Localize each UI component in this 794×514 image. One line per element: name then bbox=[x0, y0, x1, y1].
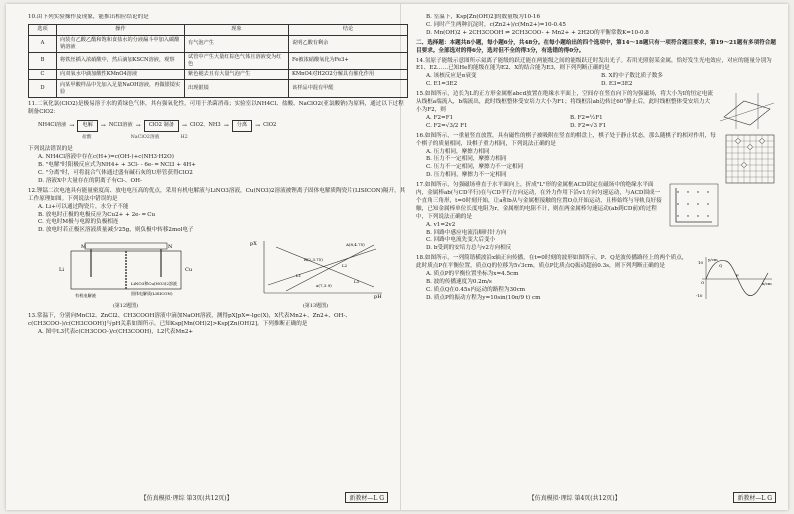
svg-text:N: N bbox=[167, 244, 172, 251]
process-flow: NH4Cl溶液 → 电解 → NCl3溶液 → ClO2 制备 → ClO2、NH3 → 分离 → ClO2 bbox=[38, 120, 408, 132]
svg-text:L3: L3 bbox=[353, 279, 359, 285]
question-14: 14.氢原子能级示意图所示氦离子能级的跃迁能在两能级之间的能级跃迁时发出光子。若用光照射某金属，恰好发生光电效应，对应的能量分别为E1、E2……已知He的能级在能为E2、X的结合能为E3，则下列判断正确的是 A. 该核反应是α衰变 B. X的中子数比质子数多 C. E1=3E2 D. E3=3E2 bbox=[416, 57, 772, 88]
svg-text:Cu: Cu bbox=[184, 267, 192, 274]
svg-text:P: P bbox=[736, 273, 739, 279]
battery-figure: M N Li Cu 有机电解液 LiNO3和Cu(NO3)2溶液 固体电解质(LISICON) (第12题图) bbox=[51, 237, 201, 311]
question-13: 13.常温下，分别向MnCl2、ZnCl2、CH3COOH溶液中滴加NaOH溶液，测得pX[pX=-lgc(X)，X代表Mn2+、Zn2+、OH-、c(CH3COO-)/c(CH3COOH)]与pH关系如图所示。已知Ksp[Mn(OH)2]>Ksp[Zn(OH)2]。下列推断正确的是 A. 图中L3代表c(CH3COO-)/c(CH3COOH)，L2代表Mn2+ bbox=[28, 313, 351, 335]
coil-diagram bbox=[718, 91, 776, 131]
svg-text:pX: pX bbox=[249, 241, 257, 248]
svg-text:x/cm: x/cm bbox=[762, 281, 772, 287]
svg-text:pH: pH bbox=[373, 294, 382, 300]
table-row: C 向双氧水中滴加酸性KMnO4溶液 紫色褪去且有大量气泡产生 KMnO4对H2O2分解具有催化作用 bbox=[29, 69, 408, 80]
table-row: B 将铁丝插入浓硝酸中，然后滴加KSCN溶液，观察 试管中产生大量红棕色气体且溶液变为红色 Fe被浓硝酸氧化为Fe3+ bbox=[29, 52, 408, 69]
process-flow-inputs: 盐酸 NaClO2溶液 H2 bbox=[82, 135, 188, 141]
px-ph-plot bbox=[246, 237, 386, 299]
px-ph-figure: pX pH A(8,4.75) B(2,3.75) L1 L2 L3 a(7,3.9) (第13题图) bbox=[246, 237, 386, 311]
question-13-continued: B. 室温下，Ksp[Zn(OH)2]的数量级为10-16 C. 同时产生两种沉淀时，c(Zn2+)/c(Mn2+)=10-0.45 D. Mn(OH)2 + 2CH3COOH ⇌ 2CH3COO- + Mn2+ + 2H2O的平衡常数K=10-0.8 bbox=[426, 14, 649, 36]
question-16: 16.如图所示，一重量竖直放置，具有磁性的棋子被吸附在竖直的棋盘上，棋子处于静止状态，那么随棋子的相对作用，每个棋子的质量相同，设棋子重力相同，下列说法正确的是 A. 压力相同，摩擦力相同 B. 压力不一定相同，摩擦力相同 C. 压力不一定相同，摩擦力不一定相同 D. 压力相同，摩擦力不一定相同 bbox=[416, 133, 776, 180]
chessboard-diagram bbox=[724, 133, 776, 185]
svg-text:a(7,3.9): a(7,3.9) bbox=[315, 283, 332, 289]
magnetic-field-diagram bbox=[668, 182, 720, 228]
figures-12-13 bbox=[28, 237, 408, 311]
question-11: 11.二氧化氯(ClO2)是极易溶于水的黄绿色气体，其有强氧化性，可用于杀菌消毒；实验室以NH4Cl、盐酸、NaClO2(亚氯酸钠)为原料，通过以下过程制备ClO2： NH4Cl溶液 → 电解 → NCl3溶液 → ClO2 制备 → ClO2、NH3 → 分离 → ClO2 盐酸 NaClO2溶液 H2 下列说法错误的是 A. NH4Cl溶液中存在c(H+)=c(OH-)+c(NH3·H2O) B. "电解"时阳极反应式为NH4+ + 3Cl- - 6e- ═ NCl3 + 4H+ C. "分离"时，可将混合气体通过盛有碱石灰的U形管获得ClO2 D. 溶液X中大量存在的阴离子有Cl-、OH- bbox=[28, 101, 408, 186]
exam-sheet bbox=[6, 4, 788, 510]
table-row: D 向某甲酸样品中先加入足量NaOH溶液，再做银镜实验 出现银镜 该样品中混有甲醛 bbox=[29, 80, 408, 97]
svg-text:固体电解质(LISICON): 固体电解质(LISICON) bbox=[130, 291, 173, 297]
left-page bbox=[28, 14, 408, 492]
svg-text:L1: L1 bbox=[295, 273, 301, 279]
question-15: 15.如图所示，边长为L的正方形金属框abcd放置在绝缘水平面上，空间存在竖直向下的匀强磁场，将大小为I的恒定电流从线框a端流入，b端流出，此时线框整体受安培力大小为F1；将线框沿ab边转过60°静止后，此时线框整体受安培力大小为F2，则 A. F2=F1 B. F2=½F1 C. F2=√3/2 F1 D. F2=√3 F1 bbox=[416, 91, 776, 131]
svg-text:M: M bbox=[80, 244, 86, 251]
battery-diagram bbox=[51, 237, 201, 299]
section-2-heading: 二、选择题：本题共8小题，每小题6分，共48分。在每小题给出的四个选项中，第14～18题只有一项符合题目要求，第19～21题有多项符合题目要求。全部选对的得6分，选对但不全的得3分，有选错的得0分。 bbox=[416, 39, 776, 54]
svg-text:Li: Li bbox=[58, 267, 64, 274]
svg-text:Q: Q bbox=[719, 263, 723, 269]
svg-text:O: O bbox=[701, 280, 705, 286]
svg-text:A(8,4.75): A(8,4.75) bbox=[345, 242, 365, 248]
svg-text:LiNO3和Cu(NO3)2溶液: LiNO3和Cu(NO3)2溶液 bbox=[130, 281, 177, 287]
q10-table: 选项 操作 现象 结论 A 向装有乙酸乙酯和饱和食盐水的分液漏斗中加入碳酸钠溶液 有气泡产生 说明乙酸有剩余 B 将铁丝插入浓硝酸中，然后滴加KSCN溶液，观察 试管中产生大量红棕色气体且溶液变为红色 Fe被浓硝酸氧化为Fe3+ C 向双氧水中滴加酸性KMnO4溶液 紫色褪去且有大量气泡产生 KMnO4对H2O2分解具有催化作用 D 向某甲酸样品中先加入足量NaOH溶液，再做银镜实验 出现银镜 该样品中混有甲醛 bbox=[28, 24, 408, 98]
question-10: 10.由下列实验操作及现象，能推出相应结论的是 选项 操作 现象 结论 A 向装有乙酸乙酯和饱和食盐水的分液漏斗中加入碳酸钠溶液 有气泡产生 说明乙酸有剩余 B 将铁丝插入浓硝酸中，然后滴加KSCN溶液，观察 试管中产生大量红棕色气体且溶液变为红色 Fe被浓硝酸氧化为Fe3+ C 向双氧水中滴加酸性KMnO4溶液 紫色褪去且有大量气泡产生 KMnO4对H2O2分解具有催化作用 D 向某甲酸样品中先加入足量NaOH溶液，再做银镜实验 出现银镜 该样品中混有甲醛 bbox=[28, 14, 408, 98]
right-page bbox=[416, 14, 776, 492]
question-17: 17.如图所示，匀强磁场垂直于水平面向上，折成"L"形的金属框ACD固定在磁场中的绝缘水平面内，金属棒ab(与CD平行)在与CD平行方向运动，在外力作用下沿v1方向匀速运动，与ACD围成一个直角三角形，t=0时刻开始，让a和b从与金属框接触的位置O点开始运动，且棒始终与导轨良好接触，已知金属棒单位长度电阻为r，金属框的电阻不计，则在两金属棒匀速运动(ab到CD前)的过程中，下列说法正确的是 A. v1=2v2 B. 回路中感应电流沿顺时针方向 C. 回路中电流先变大后变小 D. b受到的安培力总与v2方向相反 bbox=[416, 182, 776, 253]
svg-text:10: 10 bbox=[698, 260, 704, 266]
svg-text:y/cm: y/cm bbox=[708, 257, 718, 263]
svg-text:-10: -10 bbox=[696, 293, 703, 299]
question-18: y/cm 10 O P Q x/cm -10 18.如图所示，一列简谐横波沿x轴正向传播，在t=0时刻的波形如图所示，P、Q是波传播路径上的两个质点，此时质点P在平衡位置，质点Q的位移为5√3cm，质点P比质点Q振动超前0.3s，则下列判断正确的是 A. 质点P的平衡位置坐标为x=4.5cm B. 波的传播速度为0.2m/s C. 质点Q在0.45s内运动的路程为30cm D. 质点P的振动方程为y=10sin(10π/9 t) cm bbox=[416, 255, 776, 302]
svg-text:B(2,3.75): B(2,3.75) bbox=[303, 257, 323, 263]
table-row: A 向装有乙酸乙酯和饱和食盐水的分液漏斗中加入碳酸钠溶液 有气泡产生 说明乙酸有剩余 bbox=[29, 35, 408, 52]
question-12: 12.锂锰二次电池具有能量密度高、放电电压高的优点，采用有机电解液与LiNO3溶液，Cu(NO3)2溶液被锂离子固体电解质陶瓷片(LISICON)隔开，其工作原理如图。下列说法中错误的是 A. Li+可以通过陶瓷片，水分子不能 B. 放电时正极的电极反应为Cu2+ + 2e- ═ Cu C. 充电时M极与电源的负极相连 D. 放电时若正极区溶液质量减少25g，则负极中转移2mol电子 M N Li Cu 有机电解液 LiNO3和Cu(NO3)2溶液 固体电解质(LISICON) (第12题图) pX pH A(8,4.75) B(2,3.75) L1 L2 L3 a(7,3.9) (第13题图) bbox=[28, 188, 408, 311]
wave-graph bbox=[696, 255, 776, 301]
svg-text:有机电解液: 有机电解液 bbox=[74, 293, 96, 299]
footer-left: 【仿真模拟·理综 第3页(共12页)】 新教材—L G bbox=[28, 492, 388, 503]
svg-text:L2: L2 bbox=[341, 263, 347, 269]
footer-right: 【仿真模拟·理综 第4页(共12页)】 新教材—L G bbox=[416, 492, 776, 503]
